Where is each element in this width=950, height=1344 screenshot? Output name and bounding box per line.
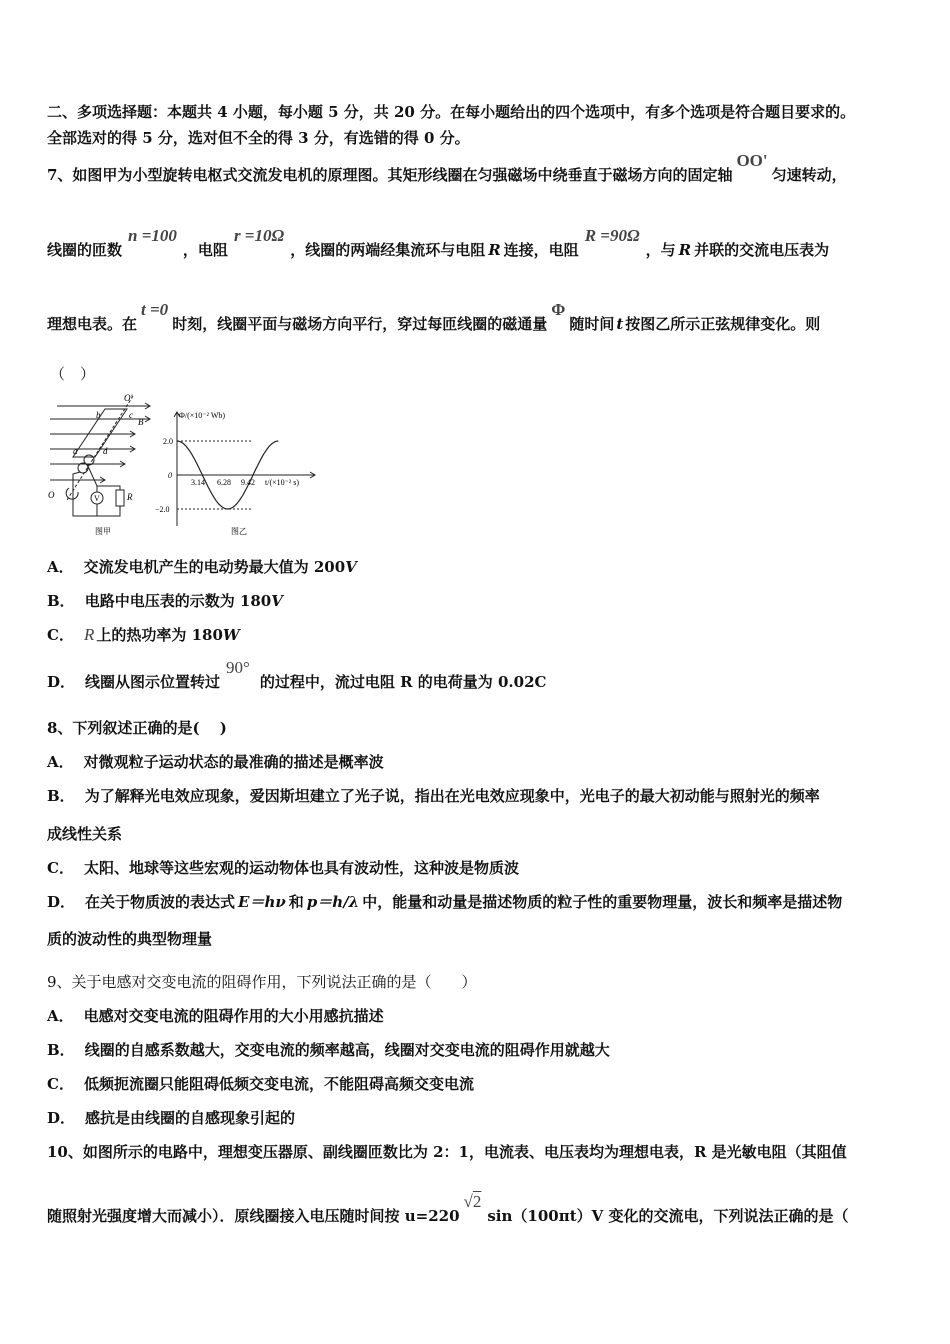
q8-stem: 8、下列叙述正确的是( ): [47, 719, 227, 737]
chart-xlabel: t/(×10⁻² s): [265, 478, 300, 487]
q7-text: 并联的交流电压表为: [694, 241, 830, 259]
q7-text: ，电阻: [182, 241, 228, 259]
q7-text: 理想电表。在: [47, 315, 138, 333]
option-label: D．: [47, 1109, 76, 1127]
sqrt-formula: √2: [463, 1192, 482, 1211]
q7-text: 连接，电阻: [503, 241, 579, 259]
option-text: 低频扼流圈只能阻碍低频交变电流，不能阻碍高频交变电流: [83, 1075, 474, 1093]
chart-origin: 0: [168, 471, 172, 480]
momentum-formula: p＝h/λ: [306, 893, 360, 911]
chart-ytick-pos: 2.0: [163, 437, 173, 446]
q9-stem: 9、关于电感对交变电流的阻碍作用，下列说法正确的是（ ）: [47, 973, 477, 991]
q10-text: sin（100πt）V 变化的交流电，下列说法正确的是（: [487, 1207, 849, 1225]
q7-n-formula: n =100: [128, 226, 177, 245]
q7-figure-generator: [45, 392, 160, 537]
q8-option-A[interactable]: [47, 752, 384, 772]
option-label: A．: [47, 1007, 74, 1025]
q8-option-D[interactable]: [47, 892, 842, 912]
section-instructions-line2: 全部选对的得 5 分，选对但不全的得 3 分，有选错的得 0 分。: [47, 129, 470, 147]
q8-option-B-cont: 成线性关系: [47, 825, 123, 843]
fig-label-O-prime: O': [124, 393, 133, 403]
unit-symbol: V: [271, 592, 283, 610]
option-text: 电感对交变电流的阻碍作用的大小用感抗描述: [83, 1007, 384, 1025]
option-label: B．: [47, 592, 75, 610]
fig-label-c: c: [129, 410, 133, 420]
fig-label-V: V: [94, 494, 100, 503]
q7-R-formula: R =90Ω: [584, 226, 640, 245]
chart-ylabel: Φ/(×10⁻² Wb): [179, 411, 226, 420]
chart-xtick-2: 6.28: [217, 478, 231, 487]
q7-option-C[interactable]: [47, 625, 240, 645]
angle-formula: 90°: [226, 658, 250, 677]
q7-text: ，线圈的两端经集流环与电阻: [290, 241, 486, 259]
option-label: B．: [47, 1041, 75, 1059]
q10-stem-line1: 10、如图所示的电路中，理想变压器原、副线圈匝数比为 2：1，电流表、电压表均为理想电表，R 是光敏电阻（其阻值: [47, 1143, 847, 1161]
option-text: 的过程中，流过电阻 R 的电荷量为 0.02C: [259, 673, 547, 691]
option-text: 电路中电压表的示数为 180: [84, 592, 272, 610]
q7-text: 线圈的匝数: [47, 241, 123, 259]
q10-stem-line2: [47, 1192, 849, 1226]
fig-label-b: b: [96, 410, 101, 420]
fig-caption-yi: 图乙: [231, 527, 247, 536]
option-label: A．: [47, 753, 74, 771]
q9-option-D[interactable]: [47, 1108, 295, 1128]
option-text: 感抗是由线圈的自感现象引起的: [85, 1109, 296, 1127]
q7-t-formula: t =0: [141, 300, 169, 319]
q7-stem-line1: [47, 151, 847, 185]
q7-R-symbol: R: [678, 241, 692, 259]
option-text: 在关于物质波的表达式: [85, 893, 236, 911]
q7-R-symbol: R: [488, 241, 501, 259]
q7-text: 时刻，线圈平面与磁场方向平行，穿过每匝线圈的磁通量: [172, 315, 548, 333]
chart-xtick-1: 3.14: [191, 478, 205, 487]
fig-label-a: a: [73, 446, 78, 456]
fig-label-R: R: [127, 492, 133, 502]
option-label: A．: [47, 558, 74, 576]
q7-t-symbol: t: [616, 315, 624, 333]
q7-axis-formula: OO': [736, 151, 768, 170]
q7-text: 随时间: [569, 315, 615, 333]
option-label: C．: [47, 1075, 74, 1093]
q9-option-A[interactable]: [47, 1006, 384, 1026]
section-instructions-line1: 二、多项选择题：本题共 4 小题，每小题 5 分，共 20 分。在每小题给出的四个选项中，有多个选项是符合题目要求的。: [47, 103, 856, 121]
chart-ytick-neg: −2.0: [155, 505, 170, 514]
option-text: 太阳、地球等这些宏观的运动物体也具有波动性，这种波是物质波: [83, 859, 519, 877]
q7-figure-flux-chart: [155, 408, 325, 536]
q8-option-B[interactable]: [47, 786, 820, 806]
R-symbol: R: [83, 625, 95, 644]
q9-option-B[interactable]: [47, 1040, 610, 1060]
q7-r-formula: r =10Ω: [233, 226, 285, 245]
q7-text: 按图乙所示正弦规律变化。则: [625, 315, 821, 333]
fig-label-B: B: [138, 417, 144, 427]
option-label: B．: [47, 787, 75, 805]
chart-xtick-3: 9.42: [241, 478, 255, 487]
q8-option-C[interactable]: [47, 858, 519, 878]
q7-text: 匀速转动，: [771, 166, 847, 184]
unit-symbol: V: [345, 558, 357, 576]
unit-symbol: W: [222, 626, 240, 644]
fig-caption-jia: 图甲: [95, 527, 111, 536]
q7-text: 7、如图甲为小型旋转电枢式交流发电机的原理图。其矩形线圈在匀强磁场中绕垂直于磁场方向的固定轴: [47, 166, 733, 184]
option-text: 上的热功率为 180: [96, 626, 223, 644]
option-text: 对微观粒子运动状态的最准确的描述是概率波: [83, 753, 384, 771]
option-label: C．: [47, 626, 74, 644]
option-text: 和: [288, 893, 304, 911]
q7-option-A[interactable]: [47, 557, 357, 577]
fig-label-O: O: [48, 490, 55, 500]
option-text: 为了解释光电效应现象，爱因斯坦建立了光子说，指出在光电效应现象中，光电子的最大初动能与照射光的频率: [84, 787, 820, 805]
q7-answer-paren: （ ）: [50, 365, 96, 383]
q7-option-B[interactable]: [47, 591, 283, 611]
q9-option-C[interactable]: [47, 1074, 474, 1094]
option-label: D．: [47, 673, 76, 691]
option-text: 交流发电机产生的电动势最大值为 200: [83, 558, 346, 576]
q8-option-D-cont: 质的波动性的典型物理量: [47, 930, 213, 948]
energy-formula: E＝hν: [238, 893, 286, 911]
q10-text: 随照射光强度增大而减小）．原线圈接入电压随时间按 u=220: [47, 1207, 460, 1225]
q7-phi-symbol: Φ: [551, 300, 566, 319]
q7-stem-line2: [47, 226, 830, 260]
fig-label-d: d: [103, 446, 108, 456]
option-label: C．: [47, 859, 74, 877]
q7-text: ，与: [645, 241, 676, 259]
option-text: 线圈的自感系数越大，交变电流的频率越高，线圈对交变电流的阻碍作用就越大: [84, 1041, 610, 1059]
q7-option-D[interactable]: [47, 658, 547, 692]
option-text: 线圈从图示位置转过: [85, 673, 221, 691]
option-text: 中，能量和动量是描述物质的粒子性的重要物理量，波长和频率是描述物: [362, 893, 843, 911]
q7-stem-line3: [47, 300, 821, 334]
sqrt-radicand: 2: [472, 1192, 482, 1211]
option-label: D．: [47, 893, 76, 911]
